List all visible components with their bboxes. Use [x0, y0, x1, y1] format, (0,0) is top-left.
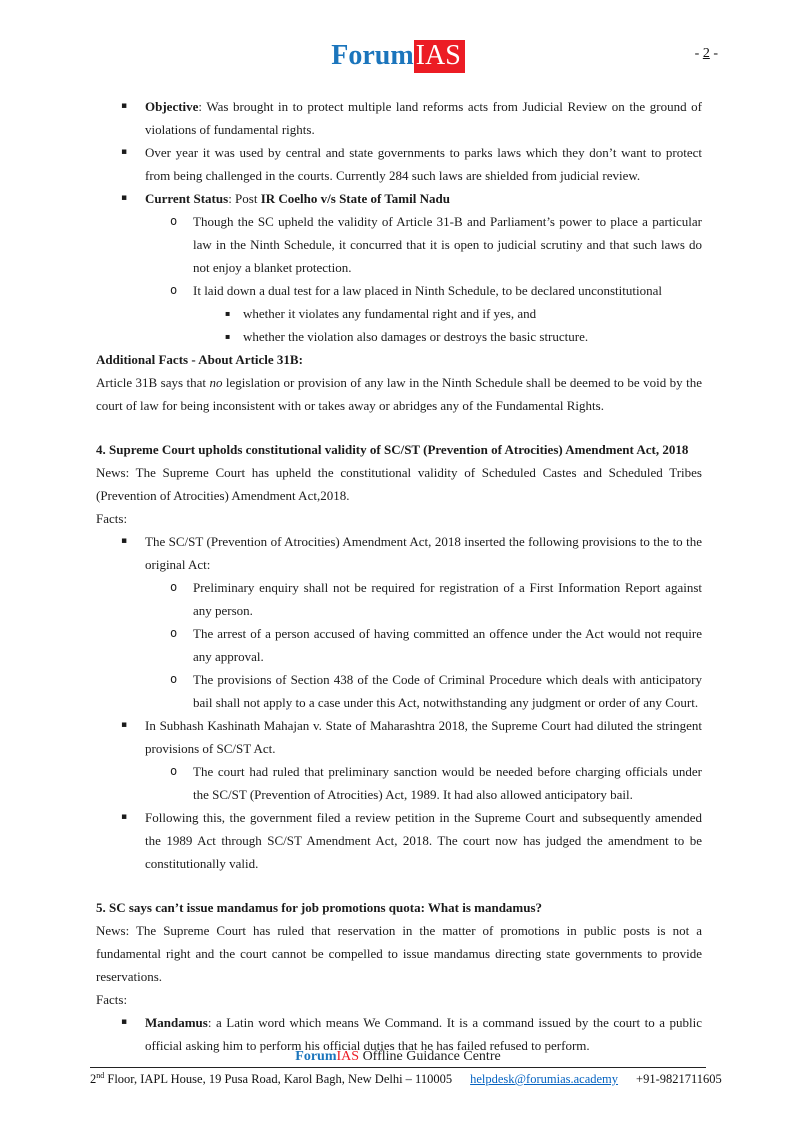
section-heading [96, 348, 702, 371]
blank-line [96, 417, 702, 438]
bullet-icon: ▪ [121, 720, 128, 730]
text-run: Mandamus [145, 1015, 208, 1030]
text-run: 5. SC says can’t issue mandamus for job promotions quota: What is mandamus? [96, 900, 543, 915]
text-run: no [209, 375, 223, 390]
list-item [96, 210, 702, 279]
text-run: Facts: [96, 511, 128, 526]
list-item [96, 95, 702, 141]
bullet-icon: o [170, 283, 178, 297]
paragraph [96, 371, 702, 417]
list-item [96, 668, 702, 714]
paragraph [96, 988, 702, 1011]
text-run: Over year it was used by central and state governments to parks laws which they don’t want to protect from being challenged in the courts. Currently 284 such laws are shielded from judicial review. [145, 145, 702, 183]
bullet-icon: ▪ [121, 812, 128, 822]
text-run: News: The Supreme Court has upheld the constitutional validity of Scheduled Castes and Scheduled Tribes (Prevention of Atrocities) Amendment Act,2018. [96, 465, 702, 503]
list-item [96, 576, 702, 622]
footer-phone: +91-9821711605 [636, 1072, 722, 1086]
footer-address [90, 1070, 722, 1087]
text-run: Objective [145, 99, 199, 114]
bullet-icon: ▪ [121, 193, 128, 203]
footer-title [90, 1049, 706, 1065]
page-number [695, 46, 718, 62]
bullet-icon: ▪ [225, 309, 231, 318]
list-item [96, 714, 702, 760]
list-item [96, 530, 702, 576]
list-item [96, 622, 702, 668]
bullet-icon: ▪ [225, 332, 231, 341]
text-run: Preliminary enquiry shall not be required for registration of a First Information Report against any person. [193, 580, 702, 618]
list-item [96, 325, 702, 348]
text-run: Article 31B says that [96, 375, 210, 390]
bullet-icon: o [170, 672, 178, 686]
footer-divider [90, 1067, 706, 1068]
text-run: The provisions of Section 438 of the Code of Criminal Procedure which deals with anticipatory bail shall not apply to a case under this Act, notwithstanding any judgment or order of any Court. [193, 672, 702, 710]
ordinal-suffix: nd [96, 1070, 105, 1080]
page-number-close: - [709, 46, 718, 61]
logo-ias-text: IAS [414, 40, 465, 73]
bullet-icon: o [170, 626, 178, 640]
text-run: : a Latin word which means We Command. It is a command issued by the court to a public official asking him to perform his official duties that he has failed refused to perform. [145, 1015, 702, 1053]
bullet-icon: ▪ [121, 101, 128, 111]
text-run: The court had ruled that preliminary sanction would be needed before charging officials under the SC/ST (Prevention of Atrocities) Act, 1989. It had also allowed anticipatory bail. [193, 764, 702, 802]
list-item [96, 141, 702, 187]
text-run: Though the SC upheld the validity of Article 31-B and Parliament’s power to place a particular law in the Ninth Schedule, it concurred that it is open to judicial scrutiny and that such laws do not enjoy a blanket protection. [193, 214, 702, 275]
list-item [96, 187, 702, 210]
bullet-icon: ▪ [121, 1017, 128, 1027]
footer-logo-forum: Forum [295, 1048, 337, 1064]
bullet-icon: o [170, 764, 178, 778]
page-number-value: 2 [702, 46, 710, 61]
text-run: IR Coelho v/s State of Tamil Nadu [260, 191, 450, 206]
page-footer [90, 1048, 722, 1087]
bullet-icon: o [170, 214, 178, 228]
bullet-icon: ▪ [121, 536, 128, 546]
logo-forum-text: Forum [331, 40, 414, 71]
text-run: It laid down a dual test for a law placed in Ninth Schedule, to be declared unconstitutional [193, 283, 662, 298]
section-heading [96, 896, 702, 919]
bullet-icon: o [170, 580, 178, 594]
page-header [96, 40, 718, 80]
text-run: Current Status [145, 191, 229, 206]
footer-title-text: Offline Guidance Centre [359, 1048, 501, 1064]
text-run: whether the violation also damages or destroys the basic structure. [243, 329, 589, 344]
text-run: Facts: [96, 992, 128, 1007]
list-item [96, 302, 702, 325]
text-run: : Post [228, 191, 261, 206]
text-run: News: The Supreme Court has ruled that reservation in the matter of promotions in public posts is not a fundamental right and the court cannot be compelled to issue mandamus directing state governments to provide reservations. [96, 923, 702, 984]
list-item [96, 279, 702, 302]
page-number-open: - [694, 46, 703, 61]
paragraph [96, 507, 702, 530]
blank-line [96, 875, 702, 896]
paragraph [96, 461, 702, 507]
footer-logo-ias: IAS [336, 1048, 360, 1064]
text-run: In Subhash Kashinath Mahajan v. State of Maharashtra 2018, the Supreme Court had diluted the stringent provisions of SC/ST Act. [145, 718, 702, 756]
text-run: : Was brought in to protect multiple land reforms acts from Judicial Review on the ground of violations of fundamental rights. [145, 99, 702, 137]
bullet-icon: ▪ [121, 147, 128, 157]
text-run: Following this, the government filed a review petition in the Supreme Court and subsequently amended the 1989 Act through SC/ST Amendment Act, 2018. The court now has judged the amendment to be constitutionally valid. [145, 810, 702, 871]
address-text: 2nd Floor, IAPL House, 19 Pusa Road, Karol Bagh, New Delhi – 110005 [90, 1070, 453, 1086]
list-item [96, 806, 702, 875]
text-run: legislation or provision of any law in the Ninth Schedule shall be deemed to be void by the court of law for being inconsistent with or takes away or abridges any of the Fundamental Rights. [96, 375, 702, 413]
section-heading [96, 438, 702, 461]
list-item [96, 760, 702, 806]
forumias-logo [96, 40, 700, 72]
paragraph [96, 919, 702, 988]
text-run: The arrest of a person accused of having committed an offence under the Act would not require any approval. [193, 626, 702, 664]
text-run: Additional Facts - About Article 31B: [96, 352, 303, 367]
text-run: The SC/ST (Prevention of Atrocities) Amendment Act, 2018 inserted the following provisions to the to the original Act: [145, 534, 702, 572]
document-body [96, 95, 702, 1057]
helpdesk-email-link[interactable]: helpdesk@forumias.academy [470, 1072, 619, 1086]
text-run: 4. Supreme Court upholds constitutional validity of SC/ST (Prevention of Atrocities) Amendment Act, 2018 [96, 442, 689, 457]
text-run: whether it violates any fundamental right and if yes, and [243, 306, 537, 321]
